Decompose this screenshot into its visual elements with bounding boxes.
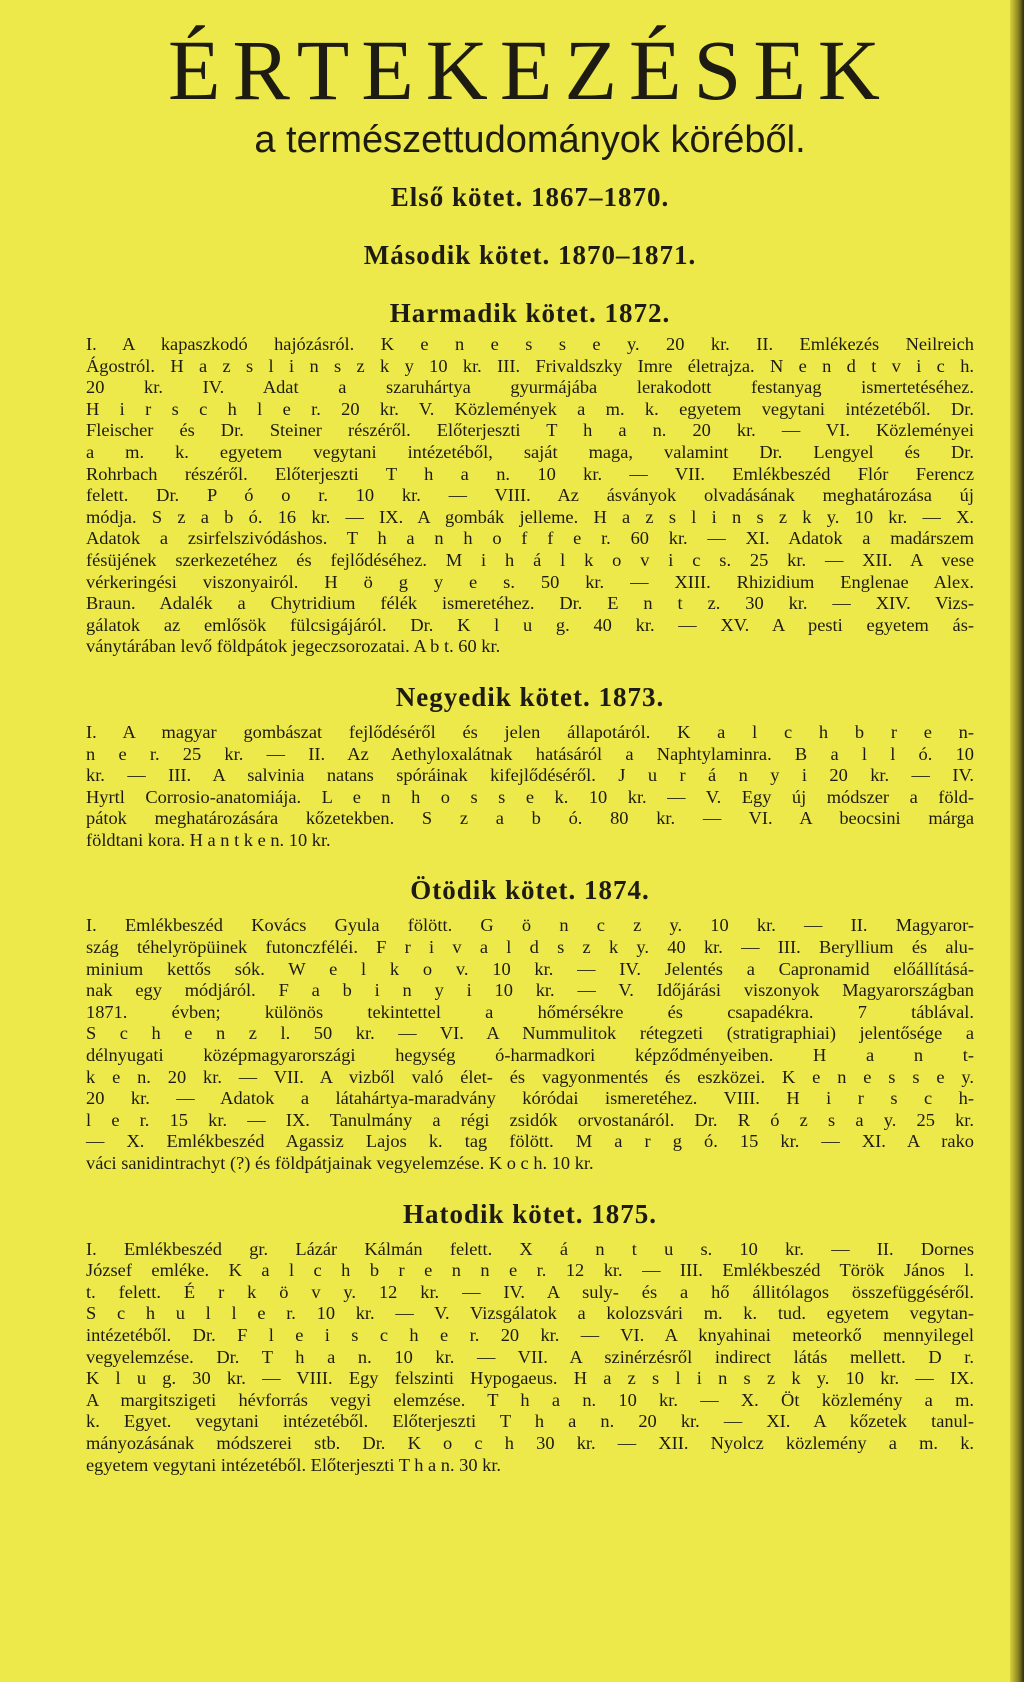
text-line: I. A kapaszkodó hajózásról. K e n e s s e y. 20 kr. II. Emlékezés Neilreich bbox=[86, 334, 974, 354]
volume-heading: Negyedik kötet. 1873. bbox=[395, 681, 665, 712]
text-line: vérkeringési viszonyairól. H ö g y e s. 50 kr. — XIII. Rhizidium Englenae Alex. bbox=[86, 571, 974, 592]
text-line: l e r. 15 kr. — IX. Tanulmány a régi zsidók orvostanáról. Dr. R ó z s a y. 25 kr. bbox=[86, 1109, 974, 1130]
text-line: I. Emlékbeszéd gr. Lázár Kálmán felett. X á n t u s. 10 kr. — II. Dornes bbox=[86, 1238, 974, 1259]
text-line: ványtárában levő földpátok jegeczsorozatai. A b t. 60 kr. bbox=[86, 636, 501, 657]
text-line: a m. k. egyetem vegytani intézetéből, saját maga, valamint Dr. Lengyel és Dr. bbox=[86, 441, 974, 462]
text-line: n e r. 25 kr. — II. Az Aethyloxalátnak hatásáról a Naphtylaminra. B a l l ó. 10 bbox=[86, 743, 974, 764]
volume-heading: Harmadik kötet. 1872. bbox=[389, 298, 671, 328]
text-line: Hyrtl Corrosio-anatomiája. L e n h o s s e k. 10 kr. — V. Egy új módszer a föld- bbox=[86, 786, 974, 807]
text-line: K l u g. 30 kr. — VIII. Egy felszinti Hypogaeus. H a z s l i n s z k y. 10 kr. — IX. bbox=[86, 1368, 974, 1389]
text-line: gálatok az emlősök fülcsigájáról. Dr. K l u g. 40 kr. — XV. A pesti egyetem ás- bbox=[86, 614, 974, 635]
volume-section bbox=[86, 875, 974, 1174]
volume-section bbox=[86, 682, 974, 852]
volume-contents bbox=[86, 722, 974, 852]
text-line: S c h u l l e r. 10 kr. — V. Vizsgálatok a kolozsvári m. k. tud. egyetem vegytan- bbox=[86, 1303, 974, 1324]
text-line: vegyelemzése. Dr. T h a n. 10 kr. — VII. A szinérzésről indirect látás mellett. D r. bbox=[86, 1346, 974, 1367]
volume-section bbox=[86, 182, 974, 212]
text-line: felett. Dr. P ó o r. 10 kr. — VIII. Az ásványok olvadásának meghatározása új bbox=[86, 485, 974, 506]
text-line: mányozásának módszerei stb. Dr. K o c h 30 kr. — XII. Nyolcz közlemény a m. k. bbox=[86, 1432, 974, 1453]
text-line: 1871. évben; különös tekintettel a hőmérsékre és csapadékra. 7 táblával. bbox=[86, 1001, 974, 1022]
volume-list bbox=[86, 182, 974, 1476]
text-line: nak egy módjáról. F a b i n y i 10 kr. — V. Időjárási viszonyok Magyarországban bbox=[86, 980, 974, 1001]
text-line: kr. — III. A salvinia natans spóráinak kifejlődéséről. J u r á n y i 20 kr. — IV. bbox=[86, 765, 974, 786]
volume-heading: Második kötet. 1870–1871. bbox=[363, 240, 697, 270]
text-line: I. Emlékbeszéd Kovács Gyula fölött. G ö n c z y. 10 kr. — II. Magyaror- bbox=[86, 915, 974, 936]
text-line: földtani kora. H a n t k e n. 10 kr. bbox=[86, 829, 331, 850]
text-line: Braun. Adalék a Chytridium félék ismeretéhez. Dr. E n t z. 30 kr. — XIV. Vizs- bbox=[86, 593, 974, 614]
text-line: intézetéből. Dr. F l e i s c h e r. 20 kr. — VI. A knyahinai meteorkő mennyilegel bbox=[86, 1324, 974, 1345]
text-line: 20 kr. — Adatok a látahártya-maradvány kóródai ismeretéhez. VIII. H i r s c h- bbox=[86, 1088, 974, 1109]
text-line: — X. Emlékbeszéd Agassiz Lajos k. tag fölött. M a r g ó. 15 kr. — XI. A rako bbox=[86, 1131, 974, 1152]
text-line: t. felett. É r k ö v y. 12 kr. — IV. A suly- és a hő állitólagos összefüggéséről. bbox=[86, 1281, 974, 1302]
text-line: 20 kr. IV. Adat a szaruhártya gyurmájába lerakodott festanyag ismertetéséhez. bbox=[86, 377, 974, 398]
volume-section bbox=[86, 240, 974, 270]
page-title: ÉRTEKEZÉSEK bbox=[168, 22, 892, 118]
volume-heading: Ötödik kötet. 1874. bbox=[410, 875, 650, 906]
text-line: váci sanidintrachyt (?) és földpátjainak vegyelemzése. K o c h. 10 kr. bbox=[86, 1153, 594, 1173]
text-line: fésüjének szerkezetéhez és fejlődéséhez. M i h á l k o v i c s. 25 kr. — XII. A vese bbox=[86, 549, 974, 570]
text-line: egyetem vegytani intézetéből. Előterjeszti T h a n. 30 kr. bbox=[86, 1454, 502, 1475]
volume-contents bbox=[86, 915, 974, 1174]
text-line: I. A magyar gombászat fejlődéséről és jelen állapotáról. K a l c h b r e n- bbox=[86, 721, 974, 742]
text-line: Fleischer és Dr. Steiner részéről. Előterjeszti T h a n. 20 kr. — VI. Közleményei bbox=[86, 420, 974, 441]
text-line: Ágostról. H a z s l i n s z k y 10 kr. III. Frivaldszky Imre életrajza. N e n d t v i c h. bbox=[86, 355, 974, 376]
volume-section bbox=[86, 1199, 974, 1477]
text-line: k e n. 20 kr. — VII. A vizből való élet- és vagyonmentés és eszközei. K e n e s s e y. bbox=[86, 1066, 974, 1087]
volume-contents bbox=[86, 1239, 974, 1477]
volume-heading: Első kötet. 1867–1870. bbox=[390, 182, 670, 212]
text-line: szág téhelyröpüinek futonczféléi. F r i v a l d s z k y. 40 kr. — III. Beryllium és alu- bbox=[86, 937, 974, 958]
volume-section bbox=[86, 298, 974, 658]
text-line: módja. S z a b ó. 16 kr. — IX. A gombák jelleme. H a z s l i n s z k y. 10 kr. — X. bbox=[86, 506, 974, 527]
text-line: pátok meghatározására kőzetekben. S z a b ó. 80 kr. — VI. A beocsini márga bbox=[86, 808, 974, 829]
text-line: minium kettős sók. W e l k o v. 10 kr. — IV. Jelentés a Capronamid előállításá- bbox=[86, 958, 974, 979]
text-line: József emléke. K a l c h b r e n n e r. 12 kr. — III. Emlékbeszéd Török János l. bbox=[86, 1260, 974, 1281]
text-line: A margitszigeti hévforrás vegyi elemzése. T h a n. 10 kr. — X. Öt közlemény a m. bbox=[86, 1389, 974, 1410]
page-subtitle: a természettudományok köréből. bbox=[254, 119, 806, 161]
text-line: délnyugati középmagyarországi hegység ó-harmadkori képződményeiben. H a n t- bbox=[86, 1045, 974, 1066]
content bbox=[86, 22, 974, 1476]
volume-heading: Hatodik kötet. 1875. bbox=[402, 1198, 657, 1229]
volume-contents bbox=[86, 334, 974, 658]
text-line: k. Egyet. vegytani intézetéből. Előterjeszti T h a n. 20 kr. — XI. A kőzetek tanul- bbox=[86, 1411, 974, 1432]
text-line: S c h e n z l. 50 kr. — VI. A Nummulitok rétegzeti (stratigraphiai) jelentősége a bbox=[86, 1023, 974, 1044]
text-line: H i r s c h l e r. 20 kr. V. Közlemények a m. k. egyetem vegytani intézetéből. Dr. bbox=[86, 398, 974, 419]
text-line: Rohrbach részéről. Előterjeszti T h a n. 10 kr. — VII. Emlékbeszéd Flór Ferencz bbox=[86, 463, 974, 484]
page-edge-shadow bbox=[1010, 0, 1024, 1682]
text-line: Adatok a zsirfelszivódáshos. T h a n h o f f e r. 60 kr. — XI. Adatok a madárszem bbox=[86, 528, 974, 549]
